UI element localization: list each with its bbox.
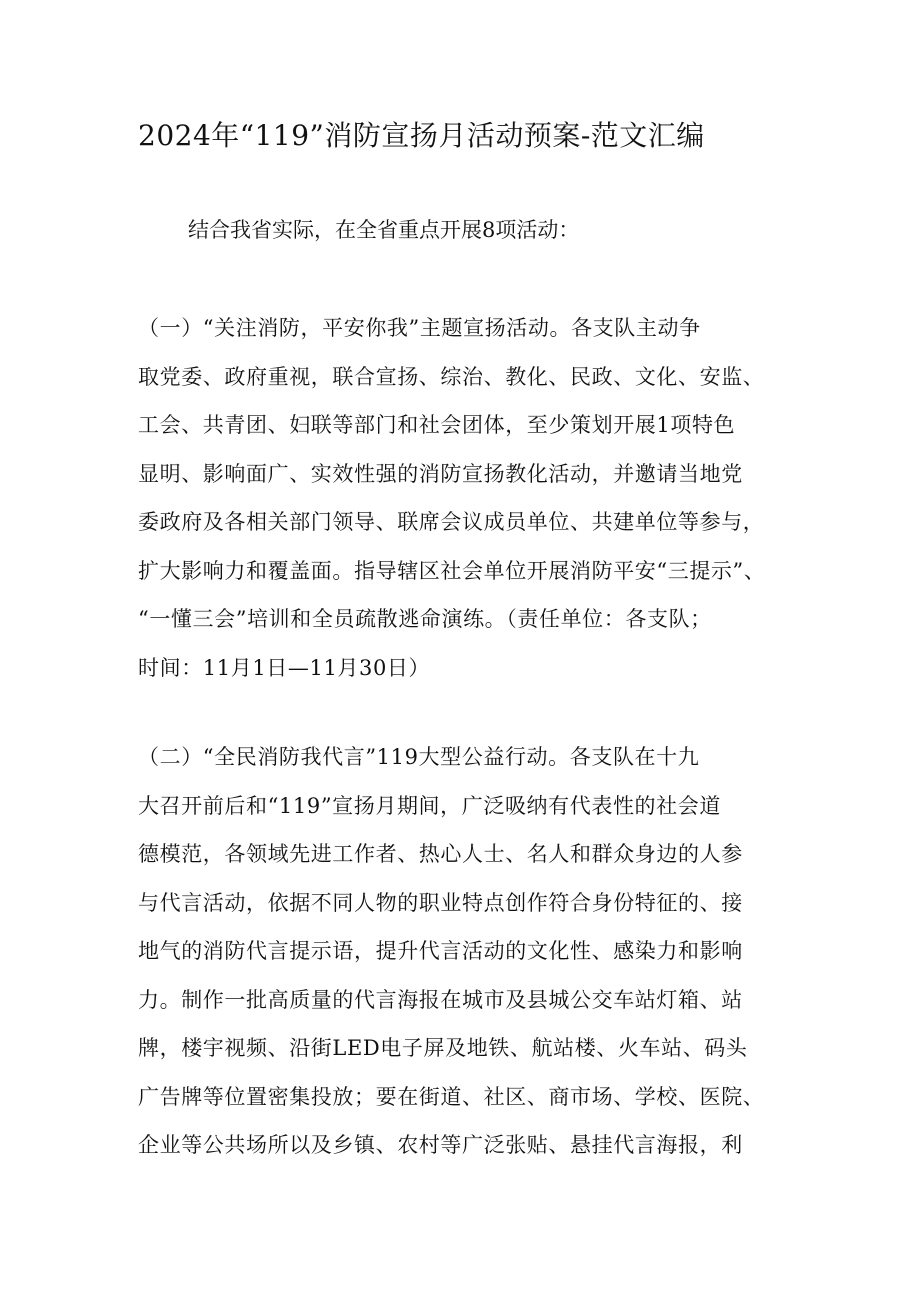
paragraph-line: （一）“关注消防，平安你我”主题宣扬活动。各支队主动争 — [138, 316, 701, 340]
paragraph-line: 显明、影响面广、实效性强的消防宣扬教化活动，并邀请当地党 — [138, 461, 743, 486]
intro-paragraph: 结合我省实际，在全省重点开展8项活动： — [188, 218, 580, 242]
paragraph-line: 牌，楼宇视频、沿街LED电子屏及地铁、航站楼、火车站、码头 — [138, 1036, 748, 1060]
paragraph-line: 地气的消防代言提示语，提升代言活动的文化性、感染力和影响 — [138, 939, 743, 963]
paragraph-2 — [138, 733, 798, 1170]
paragraph-line: 广告牌等位置密集投放；要在街道、社区、商市场、学校、医院、 — [138, 1084, 765, 1109]
paragraph-line: 时间：11月1日—11月30日） — [138, 655, 431, 680]
document-title: 2024年“119”消防宣扬月活动预案-范文汇编 — [138, 119, 705, 152]
paragraph-line: 委政府及各相关部门领导、联席会议成员单位、共建单位等参与， — [138, 510, 765, 534]
paragraph-line: 力。制作一批高质量的代言海报在城市及县城公交车站灯箱、站 — [138, 987, 743, 1012]
paragraph-line: 扩大影响力和覆盖面。指导辖区社会单位开展消防平安“三提示”、 — [138, 558, 766, 583]
paragraph-line: “一懂三会”培训和全员疏散逃命演练。（责任单位：各支队； — [138, 607, 712, 631]
paragraph-line: 大召开前后和“119”宣扬月期间，广泛吸纳有代表性的社会道 — [138, 793, 721, 818]
paragraph-line: 德模范，各领域先进工作者、热心人士、名人和群众身边的人参 — [138, 842, 743, 866]
paragraph-line: 取党委、政府重视，联合宣扬、综治、教化、民政、文化、安监、 — [138, 364, 765, 389]
paragraph-line: 工会、共青团、妇联等部门和社会团体，至少策划开展1项特色 — [138, 413, 736, 437]
paragraph-line: 与代言活动，依据不同人物的职业特点创作符合身份特征的、接 — [138, 890, 743, 915]
paragraph-1 — [138, 304, 798, 692]
paragraph-line: （二）“全民消防我代言”119大型公益行动。各支队在十九 — [138, 745, 700, 769]
paragraph-line: 企业等公共场所以及乡镇、农村等广泛张贴、悬挂代言海报，利 — [138, 1133, 743, 1157]
